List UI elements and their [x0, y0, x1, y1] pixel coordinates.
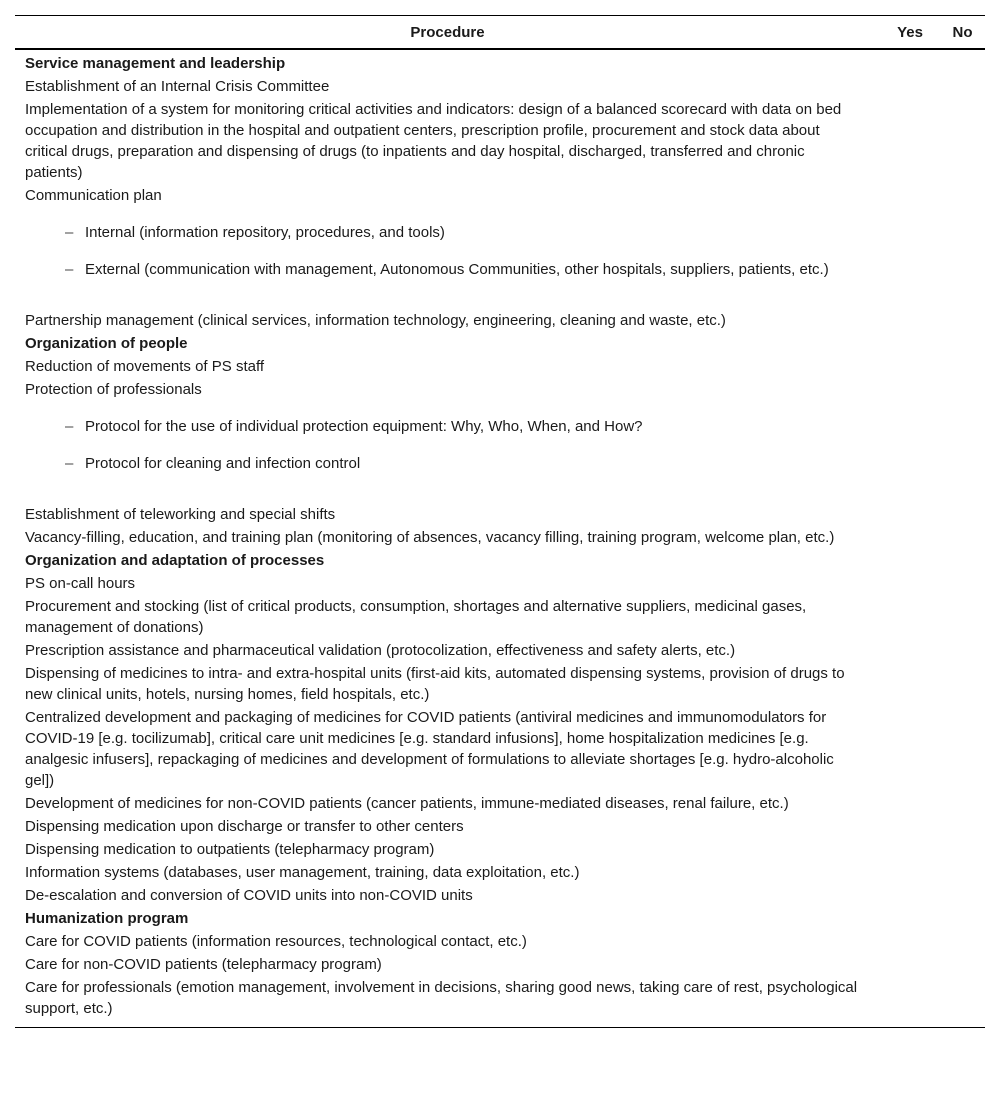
dash-bullet: –	[65, 261, 74, 278]
table-row: Centralized development and packaging of medicines for COVID patients (antiviral medicines and immunomodulators for COVID-19 [e.g. tocilizumab], critical care unit medicines [e.g. standard infusions], home hospitalization medicines [e.g. analgesic infusers], repackaging of medicines and development of formulations to alleviate shortages [e.g. hydro-alcoholic gel])	[25, 709, 834, 789]
table-row: Establishment of teleworking and special shifts	[25, 506, 336, 523]
table-row: Vacancy-filling, education, and training plan (monitoring of absences, vacancy filling, training program, welcome plan, etc.)	[25, 529, 835, 546]
procedure-table	[15, 15, 985, 1028]
table-row: De-escalation and conversion of COVID units into non-COVID units	[25, 887, 473, 904]
list-item-text: Protocol for cleaning and infection control	[85, 455, 361, 472]
table-row: Communication plan	[25, 187, 162, 204]
list-item	[15, 222, 860, 243]
table-row: Care for professionals (emotion management, involvement in decisions, sharing good news, taking care of rest, psychological support, etc.)	[25, 979, 858, 1017]
list-item-text: External (communication with management, Autonomous Communities, other hospitals, suppliers, patients, etc.)	[85, 261, 829, 278]
table-row: Prescription assistance and pharmaceutical validation (protocolization, effectiveness and safety alerts, etc.)	[25, 642, 736, 659]
table-row: Information systems (databases, user management, training, data exploitation, etc.)	[25, 864, 580, 881]
list-item	[15, 259, 860, 280]
sub-list	[15, 208, 860, 310]
dash-bullet: –	[65, 455, 74, 472]
header-procedure: Procedure	[410, 23, 485, 41]
table-row: Partnership management (clinical services, information technology, engineering, cleaning and waste, etc.)	[25, 312, 726, 329]
table-row: Protection of professionals	[25, 381, 202, 398]
list-item	[15, 453, 860, 474]
header-yes: Yes	[897, 23, 923, 41]
table-row: Development of medicines for non-COVID patients (cancer patients, immune-mediated diseases, renal failure, etc.)	[25, 795, 789, 812]
sub-list	[15, 402, 860, 504]
table-body	[15, 50, 985, 1027]
dash-bullet: –	[65, 418, 74, 435]
list-item-text: Protocol for the use of individual protection equipment: Why, Who, When, and How?	[85, 418, 643, 435]
section-heading: Organization of people	[25, 335, 188, 352]
section-heading: Organization and adaptation of processes	[25, 552, 325, 569]
table-row: Implementation of a system for monitoring critical activities and indicators: design of a balanced scorecard with data on bed occupation and distribution in the hospital and outpatient centers, prescription profile, procurement and stock data about critical drugs, preparation and dispensing of drugs (to inpatients and day hospital, discharged, transferred and chronic patients)	[25, 101, 842, 181]
section-heading: Service management and leadership	[25, 55, 286, 72]
table-row: Dispensing of medicines to intra- and extra-hospital units (first-aid kits, automated dispensing systems, provision of drugs to new clinical units, hotels, nursing homes, field hospitals, etc.)	[25, 665, 845, 703]
table-row: Procurement and stocking (list of critical products, consumption, shortages and alternative suppliers, medicinal gases, management of donations)	[25, 598, 807, 636]
table-row: PS on-call hours	[25, 575, 136, 592]
table-row: Care for COVID patients (information resources, technological contact, etc.)	[25, 933, 527, 950]
table-row: Dispensing medication to outpatients (telepharmacy program)	[25, 841, 435, 858]
dash-bullet: –	[65, 224, 74, 241]
header-no: No	[952, 23, 973, 41]
table-row: Reduction of movements of PS staff	[25, 358, 265, 375]
table-row: Establishment of an Internal Crisis Committee	[25, 78, 330, 95]
section-heading: Humanization program	[25, 910, 189, 927]
table-row: Care for non-COVID patients (telepharmacy program)	[25, 956, 382, 973]
list-item-text: Internal (information repository, procedures, and tools)	[85, 224, 445, 241]
list-item	[15, 416, 860, 437]
table-header	[15, 16, 985, 50]
table-row: Dispensing medication upon discharge or transfer to other centers	[25, 818, 464, 835]
